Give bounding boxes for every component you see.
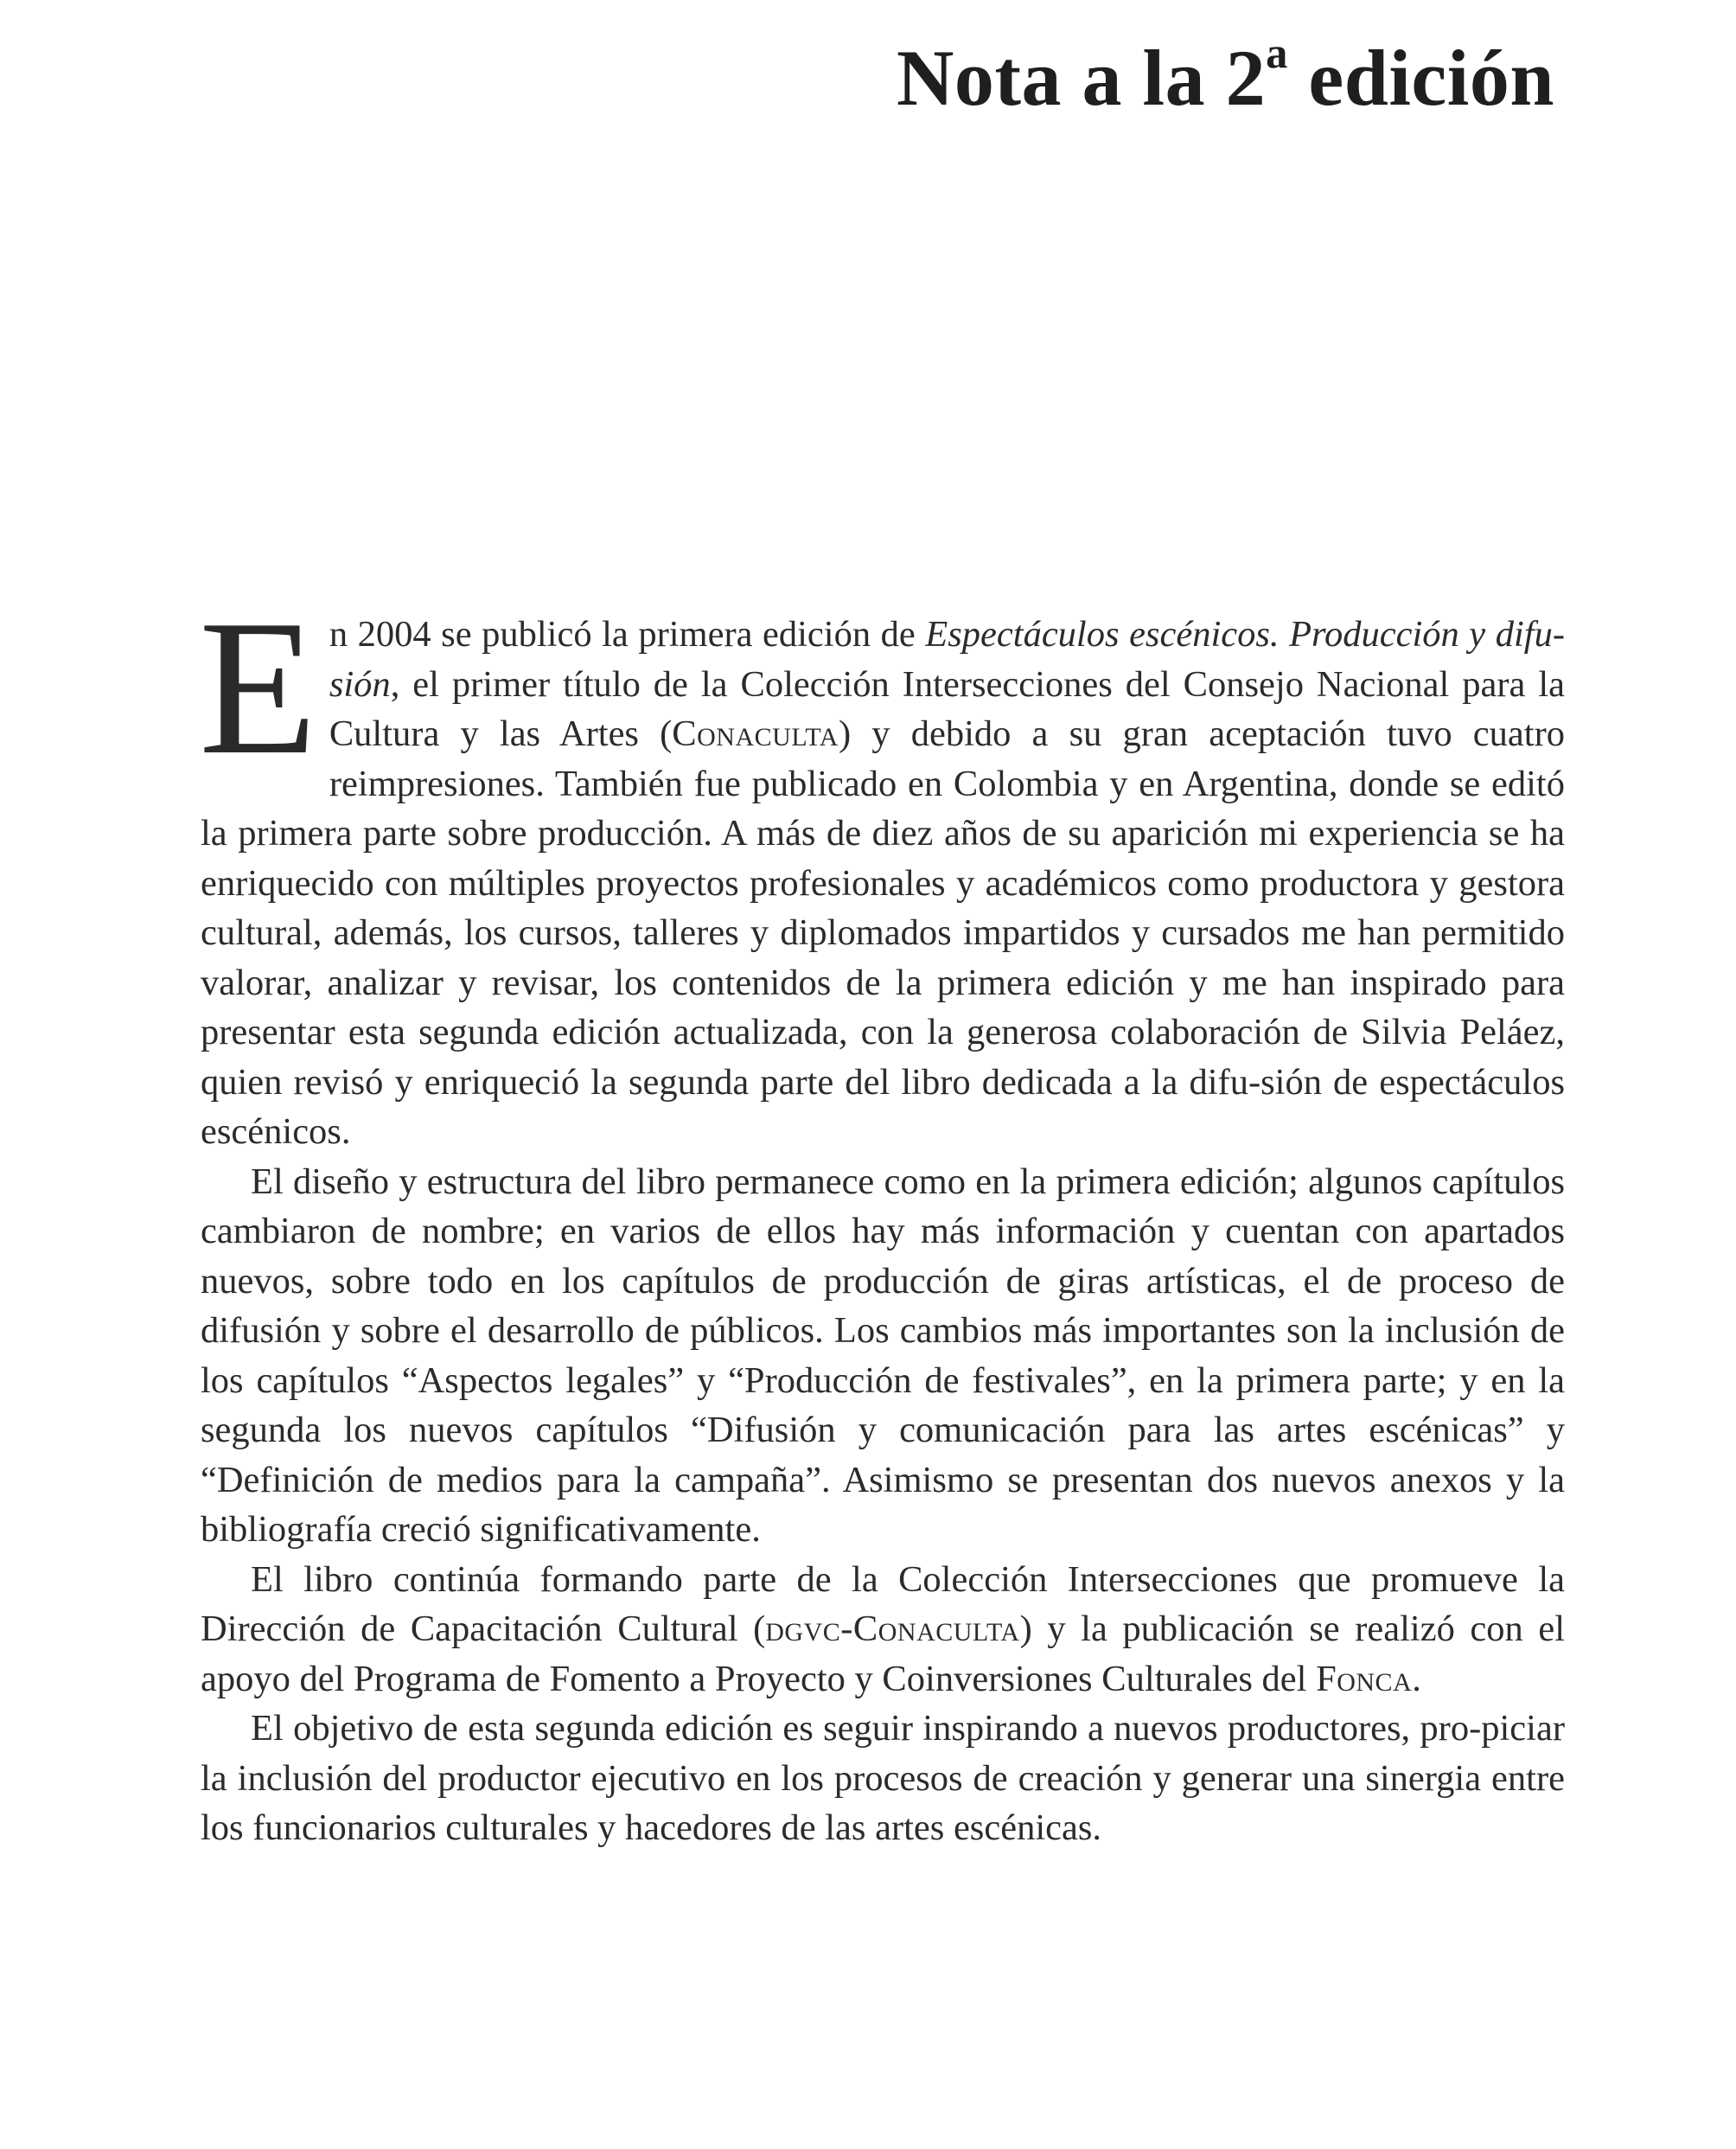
drop-cap: E <box>199 580 317 795</box>
page-title <box>896 29 1554 122</box>
title-main: Nota a la 2 <box>896 34 1267 122</box>
paragraph-3 <box>201 1555 1565 1704</box>
paragraph-1-text-b: , el primer título de la Colección Intersecciones del Consejo Nacional para la Cultura y las Artes ( <box>329 663 1565 754</box>
paragraph-4: El objetivo de esta segunda edición es seguir inspirando a nuevos productores, pro-piciar la inclusión del productor ejecutivo en los procesos de creación y generar una sinergia entre los funcionarios culturales y hacedores de las artes escénicas. <box>201 1708 1565 1848</box>
abbr-fonca: Fonca <box>1316 1658 1413 1699</box>
paragraph-1-text-c: ) y debido a su gran aceptación tuvo cuatro reimpresiones. También fue publicado en Colombia y en Argentina, donde se editó la primera parte sobre producción. A más de diez años de su aparición mi experiencia se ha enriquecido con múltiples proyectos profesionales y académicos como productora y gestora cultural, además, los cursos, talleres y diplomados impartidos y cursados me han permitido valorar, analizar y revisar, los contenidos de la primera edición y me han inspirado para presentar esta segunda edición actualizada, con la generosa colaboración de Silvia Peláez, quien revisó y enriqueció la segunda parte del libro dedicada a la difu-sión de espectáculos escénicos. <box>201 713 1565 1152</box>
paragraph-2: El diseño y estructura del libro permanece como en la primera edición; algunos capítulos cambiaron de nombre; en varios de ellos hay más información y cuentan con apartados nuevos, sobre todo en los capítulos de producción de giras artísticas, el de proceso de difusión y sobre el desarrollo de públicos. Los cambios más importantes son la inclusión de los capítulos “Aspectos legales” y “Producción de festivales”, en la primera parte; y en la segunda los nuevos capítulos “Difusión y comunicación para las artes escénicas” y “Definición de medios para la campaña”. Asimismo se presentan dos nuevos anexos y la bibliografía creció significativamente. <box>201 1161 1565 1550</box>
abbr-dgvc-conaculta: dgvc-Conaculta <box>765 1609 1020 1649</box>
book-title: Espectáculos escénicos. Producción y difu-sión <box>329 614 1565 705</box>
title-rest: edición <box>1287 34 1554 122</box>
paragraph-3-text-c: . <box>1412 1658 1421 1699</box>
abbr-conaculta: Conaculta <box>672 713 839 754</box>
paragraph-1-text-a: n 2004 se publicó la primera edición de <box>329 614 926 655</box>
paragraph-3-text-b: ) y la publicación se realizó con el apoyo del Programa de Fomento a Proyecto y Coinversiones Culturales del <box>201 1609 1565 1699</box>
paragraph-1 <box>199 580 1565 1157</box>
title-ordinal: a <box>1266 29 1288 77</box>
body-text <box>199 580 1565 1853</box>
paragraph-3-text-a: El libro continúa formando parte de la Colección Intersecciones que promueve la Dirección de Capacitación Cultural ( <box>201 1558 1565 1649</box>
